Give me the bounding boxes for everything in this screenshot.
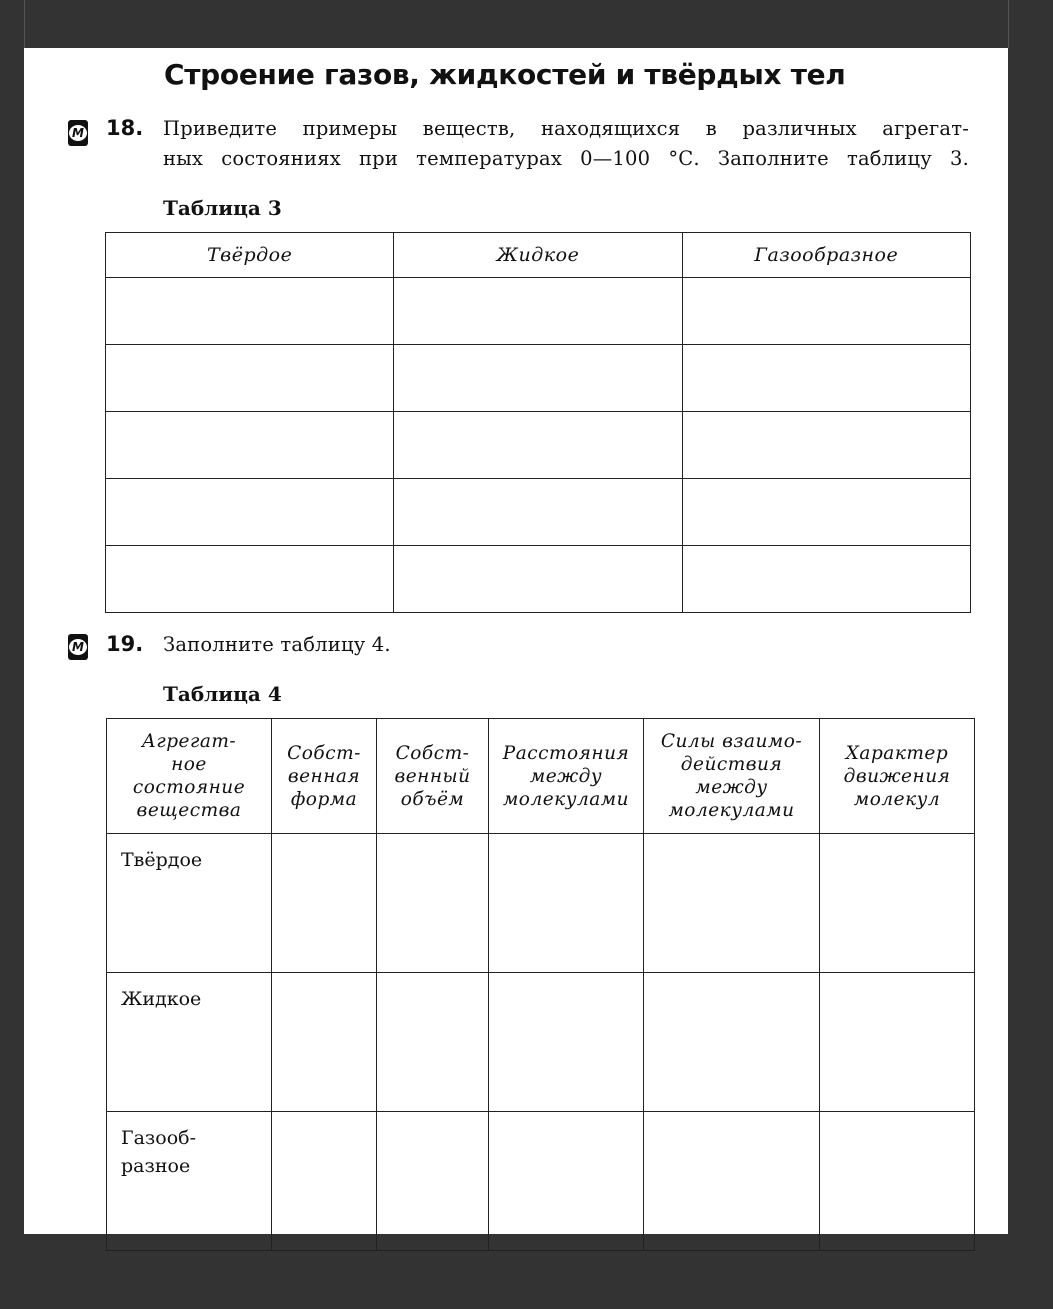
header-motion bbox=[820, 719, 975, 834]
table-cell[interactable] bbox=[644, 973, 820, 1112]
crop-mark-right bbox=[1008, 0, 1009, 48]
header-line: форма bbox=[290, 788, 358, 810]
table-cell[interactable] bbox=[106, 546, 394, 613]
table-cell[interactable] bbox=[394, 345, 682, 412]
header-line: действия bbox=[680, 754, 783, 775]
table-cell[interactable] bbox=[820, 973, 975, 1112]
header-line: ное bbox=[171, 754, 207, 775]
row-label-solid bbox=[107, 834, 272, 973]
table-cell[interactable] bbox=[377, 973, 489, 1112]
table-row bbox=[107, 834, 975, 973]
header-line: Силы взаимо- bbox=[660, 731, 803, 752]
table-cell[interactable] bbox=[820, 834, 975, 973]
row-label-line: Твёрдое bbox=[121, 849, 203, 871]
crop-mark-left bbox=[24, 0, 25, 48]
table-row bbox=[107, 973, 975, 1112]
table-cell[interactable] bbox=[272, 973, 377, 1112]
table-cell[interactable] bbox=[682, 546, 970, 613]
header-line: молекулами bbox=[668, 800, 795, 821]
table-cell[interactable] bbox=[682, 345, 970, 412]
header-line: молекул bbox=[853, 788, 941, 810]
table-cell[interactable] bbox=[682, 278, 970, 345]
table-3-header-gas: Газообразное bbox=[682, 233, 970, 278]
task-18-line-2: ных состояниях при температурах 0—100 °С. Заполните таблицу 3. bbox=[163, 147, 969, 170]
table-cell[interactable] bbox=[272, 1112, 377, 1251]
task-18-line-1: Приведите примеры веществ, находящихся в различных агрегат- bbox=[163, 117, 969, 140]
task-18-text bbox=[163, 114, 969, 174]
header-line: Агрегат- bbox=[141, 731, 237, 752]
document-page bbox=[24, 48, 1008, 1234]
row-label-line: Жидкое bbox=[121, 988, 202, 1010]
table-cell[interactable] bbox=[272, 834, 377, 973]
header-line: движения bbox=[843, 765, 951, 787]
header-own-volume bbox=[377, 719, 489, 834]
header-line: объём bbox=[400, 788, 465, 810]
table-4-header-row bbox=[107, 719, 975, 834]
table-cell[interactable] bbox=[394, 479, 682, 546]
header-line: Расстояния bbox=[502, 742, 630, 764]
table-4 bbox=[106, 718, 975, 1251]
badge-letter: М bbox=[69, 125, 87, 141]
table-cell[interactable] bbox=[394, 412, 682, 479]
header-line: Собст- bbox=[395, 742, 470, 764]
table-3-header-liquid: Жидкое bbox=[394, 233, 682, 278]
marker-badge-icon bbox=[68, 634, 88, 660]
table-cell[interactable] bbox=[394, 546, 682, 613]
table-cell[interactable] bbox=[489, 834, 644, 973]
table-cell[interactable] bbox=[682, 479, 970, 546]
header-line: состояние bbox=[132, 777, 246, 798]
task-19-text: Заполните таблицу 4. bbox=[163, 633, 391, 656]
table-3-caption: Таблица 3 bbox=[163, 196, 282, 220]
table-row bbox=[106, 412, 971, 479]
table-cell[interactable] bbox=[394, 278, 682, 345]
table-3-header-row bbox=[106, 233, 971, 278]
table-cell[interactable] bbox=[106, 278, 394, 345]
header-distances bbox=[489, 719, 644, 834]
table-cell[interactable] bbox=[644, 834, 820, 973]
table-cell[interactable] bbox=[644, 1112, 820, 1251]
header-line: Характер bbox=[845, 742, 949, 764]
header-state bbox=[107, 719, 272, 834]
header-line: между bbox=[695, 777, 768, 798]
header-line: молекулами bbox=[502, 788, 630, 810]
table-4-caption: Таблица 4 bbox=[163, 682, 282, 706]
task-18-number: 18. bbox=[106, 116, 144, 140]
table-row bbox=[106, 479, 971, 546]
page-title: Строение газов, жидкостей и твёрдых тел bbox=[164, 58, 846, 91]
row-label-line: Газооб- bbox=[121, 1127, 197, 1149]
table-cell[interactable] bbox=[489, 1112, 644, 1251]
table-row bbox=[107, 1112, 975, 1251]
task-19-number: 19. bbox=[106, 632, 144, 656]
table-3-header-solid: Твёрдое bbox=[106, 233, 394, 278]
table-cell[interactable] bbox=[682, 412, 970, 479]
header-forces bbox=[644, 719, 820, 834]
table-cell[interactable] bbox=[377, 1112, 489, 1251]
table-row bbox=[106, 546, 971, 613]
badge-letter: М bbox=[69, 639, 87, 655]
table-cell[interactable] bbox=[377, 834, 489, 973]
marker-badge-icon bbox=[68, 120, 88, 146]
table-cell[interactable] bbox=[820, 1112, 975, 1251]
row-label-liquid bbox=[107, 973, 272, 1112]
table-cell[interactable] bbox=[106, 479, 394, 546]
table-row bbox=[106, 278, 971, 345]
header-line: венная bbox=[287, 765, 361, 787]
header-line: Собст- bbox=[287, 742, 361, 764]
table-row bbox=[106, 345, 971, 412]
table-cell[interactable] bbox=[489, 973, 644, 1112]
header-line: между bbox=[529, 765, 603, 787]
row-label-gas bbox=[107, 1112, 272, 1251]
header-line: венный bbox=[394, 765, 471, 787]
header-own-shape bbox=[272, 719, 377, 834]
header-line: вещества bbox=[136, 800, 242, 821]
row-label-line: разное bbox=[121, 1155, 191, 1177]
table-cell[interactable] bbox=[106, 345, 394, 412]
table-3 bbox=[105, 232, 971, 613]
table-cell[interactable] bbox=[106, 412, 394, 479]
